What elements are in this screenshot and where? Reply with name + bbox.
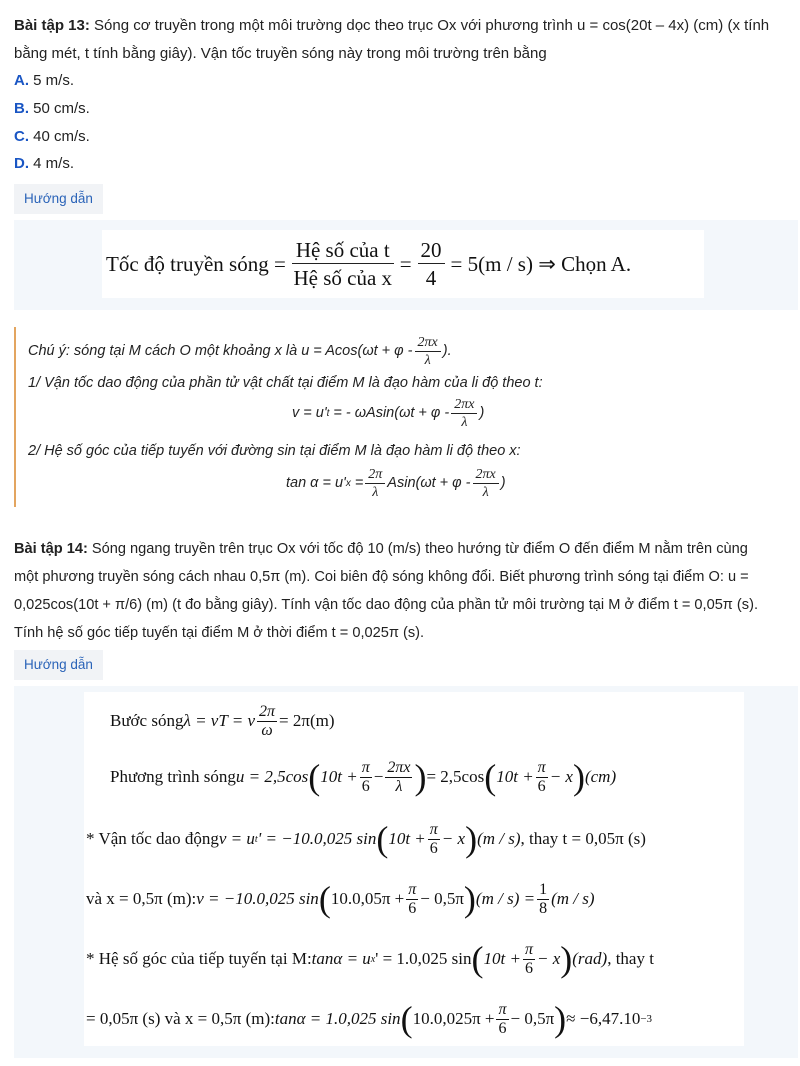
option-b[interactable]: B. 50 cm/s. xyxy=(14,100,90,117)
exercise-13-question xyxy=(14,12,789,68)
sol14-line-4: và x = 0,5π (m): v = −10.0,025 sin ( 10.0,05π + $\frac{\pi}{6}$ − 0,5π ) (m / s) = $\frac{1}{8}$ (m / s) xyxy=(86,879,595,919)
solution-result: = 5(m / s) ⇒ Chọn A. xyxy=(450,251,632,276)
solution-fraction: Hệ số của t Hệ số của x xyxy=(293,237,393,290)
note-line-5: tan α = u' x = $\frac{2\pi}{\lambda}$ Asin(ωt + φ - 2πx λ ) xyxy=(286,466,506,500)
sol14-line-2: Phương trình sóng u = 2,5cos ( 10t + $\frac{\pi}{6}$ − $\frac{2\pi x}{\lambda}$ ) = 2,5cos ( 10t + $\frac{\pi}{6}$ − x ) (cm) xyxy=(110,757,617,797)
option-c[interactable]: C. 40 cm/s. xyxy=(14,128,90,145)
solution-formula-13: Tốc độ truyền sóng = Hệ số của t Hệ số của x = $\frac{20}{4}$ = 5(m / s) ⇒ Chọn A. xyxy=(102,230,704,298)
solution-panel-13 xyxy=(14,220,798,310)
option-a[interactable]: A. 5 m/s. xyxy=(14,72,75,89)
solution-fraction-numeric: $\frac{20}{4}$ xyxy=(418,237,445,292)
exercise-14-title: Bài tập 14: xyxy=(14,541,88,557)
sol14-line-3: * Vận tốc dao động v = u t ' = −10.0,025 sin ( 10t + $\frac{\pi}{6}$ − x ) (m / s) , thay t = 0,05π (s) xyxy=(86,819,646,859)
note-block xyxy=(14,327,800,507)
option-d[interactable]: D. 4 m/s. xyxy=(14,155,75,172)
sol14-line-5: * Hệ số góc của tiếp tuyến tại M: tanα = u x ' = 1.0,025 sin ( 10t + $\frac{\pi}{6}$ − x ) (rad) , thay t xyxy=(86,939,654,979)
guide-button-14[interactable]: Hướng dẫn xyxy=(14,650,103,680)
exercise-13-text-1: Sóng cơ truyền trong một môi trường dọc theo trục Ox với phương trình u = cos(20t – 4x) (cm) (x tính xyxy=(89,17,770,34)
note-line-3: v = u' t = - ωAsin(ωt + φ - 2πx λ ) xyxy=(292,396,485,430)
exercise-13-text-2: bằng mét, t tính bằng giây). Vận tốc truyền sóng này trong môi trường trên bằng xyxy=(14,45,547,62)
exercise-14-question: Bài tập 14: Sóng ngang truyền trên trục Ox với tốc độ 10 (m/s) theo hướng từ điểm O đến điểm M nằm trên cùng một phương truyền sóng cách nhau 0,5π (m). Coi biên độ sóng không đổi. Biết phương trình sóng tại điểm O: u = 0,025cos(10t + π/6) (m) (t đo bằng giây). Tính vận tốc dao động của phần tử môi trường tại M ở điểm t = 0,05π (s). Tính hệ số góc tiếp tuyến tại điểm M ở thời điểm t = 0,025π (s). xyxy=(14,541,759,641)
solution-lhs: Tốc độ truyền sóng = xyxy=(106,251,286,276)
exercise-13-title: Bài tập 13: xyxy=(14,17,90,34)
solution-box-14 xyxy=(84,692,744,1046)
guide-button-13[interactable]: Hướng dẫn xyxy=(14,184,103,214)
sol14-line-1: Bước sóng λ = vT = v $\frac{2\pi}{\omega}$ = 2π(m) xyxy=(110,702,335,739)
note-line-1: Chú ý: sóng tại M cách O một khoảng x là u = Acos(ωt + φ - 2πx λ ). xyxy=(28,334,452,368)
note-line-4: 2/ Hệ số góc của tiếp tuyến với đường sin tại điểm M là đạo hàm li độ theo x: xyxy=(28,443,521,459)
note-line-2: 1/ Vận tốc dao động của phần tử vật chất tại điểm M là đạo hàm của li độ theo t: xyxy=(28,375,543,391)
sol14-line-6: = 0,05π (s) và x = 0,5π (m): tanα = 1.0,025 sin ( 10.0,025π + $\frac{\pi}{6}$ − 0,5π ) ≈ −6,47.10 −3 xyxy=(86,999,653,1039)
